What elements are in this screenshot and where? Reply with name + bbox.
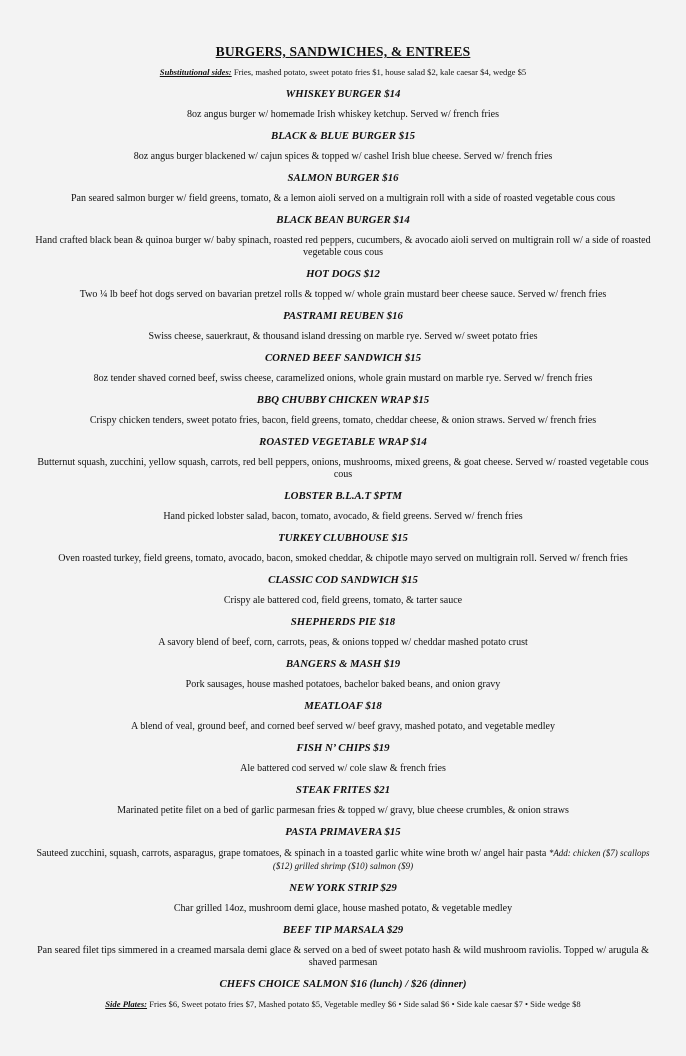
substitutional-sides-label: Substitutional sides: (159, 67, 232, 77)
menu-item (28, 658, 658, 691)
menu-item-name: CLASSIC COD SANDWICH $15 (268, 574, 418, 586)
menu-item-name: STEAK FRITES $21 (295, 784, 391, 796)
menu-item-description: A savory blend of beef, corn, carrots, peas, & onions topped w/ cheddar mashed potato crust (158, 637, 528, 648)
menu-item-name: FISH N’ CHIPS $19 (296, 742, 390, 754)
menu-item (28, 924, 658, 969)
menu-item (28, 490, 658, 523)
menu-item-name: HOT DOGS $12 (306, 268, 380, 280)
menu-item-description: Pan seared salmon burger w/ field greens, tomato, & a lemon aioli served on a multigrain roll with a side of roasted vegetable cous cous (70, 193, 616, 204)
menu-item (28, 88, 658, 121)
menu-item-description-text: Sauteed zucchini, squash, carrots, asparagus, grape tomatoes, & spinach in a toasted garlic white wine broth w/ angel hair pasta (36, 848, 549, 859)
menu-item-name: PASTA PRIMAVERA $15 (285, 826, 401, 838)
menu-item (28, 616, 658, 649)
menu-item-name: ROASTED VEGETABLE WRAP $14 (259, 436, 427, 448)
menu-item-name: LOBSTER B.L.A.T $PTM (284, 490, 402, 502)
menu-item-name: MEATLOAF $18 (304, 700, 382, 712)
menu-item-description: Swiss cheese, sauerkraut, & thousand island dressing on marble rye. Served w/ sweet potato fries (148, 331, 538, 342)
menu-item-name: TURKEY CLUBHOUSE $15 (278, 532, 408, 544)
menu-item-description: Char grilled 14oz, mushroom demi glace, house mashed potato, & vegetable medley (173, 903, 513, 914)
menu-item-description: A blend of veal, ground beef, and corned beef served w/ beef gravy, mashed potato, and vegetable medley (131, 721, 555, 732)
menu-item-add-note: *Add: chicken ($7) scallops ($12) grilled shrimp ($10) salmon ($9) (272, 848, 650, 871)
menu-item-description: Butternut squash, zucchini, yellow squash, carrots, red bell peppers, onions, mushrooms, mixed greens, & goat cheese. Served w/ roasted vegetable cous cous (37, 457, 649, 480)
menu-item-name: BBQ CHUBBY CHICKEN WRAP $15 (256, 394, 430, 406)
menu-item-description: Hand picked lobster salad, bacon, tomato, avocado, & field greens. Served w/ french fries (163, 511, 523, 522)
menu-item-description: 8oz tender shaved corned beef, swiss cheese, caramelized onions, whole grain mustard on marble rye. Served w/ french fries (93, 373, 593, 384)
menu-item-description: 8oz angus burger w/ homemade Irish whiskey ketchup. Served w/ french fries (187, 109, 499, 120)
menu-item-name: CHEFS CHOICE SALMON $16 (lunch) / $26 (dinner) (219, 978, 467, 990)
menu-item-name: BEEF TIP MARSALA $29 (282, 924, 404, 936)
menu-item (28, 130, 658, 163)
side-plates-text: Fries $6, Sweet potato fries $7, Mashed potato $5, Vegetable medley $6 • Side salad $6 • Side kale caesar $7 • Side wedge $8 (147, 999, 581, 1009)
menu-item (28, 172, 658, 205)
menu-item (28, 394, 658, 427)
menu-item-description: Crispy ale battered cod, field greens, tomato, & tarter sauce (223, 595, 463, 606)
menu-item-description: Crispy chicken tenders, sweet potato fries, bacon, field greens, tomato, cheddar cheese, & onion straws. Served w/ french fries (89, 415, 597, 426)
side-plates-label: Side Plates: (105, 999, 148, 1009)
menu-item (28, 532, 658, 565)
menu-item-name: SALMON BURGER $16 (287, 172, 399, 184)
menu-item-name: CORNED BEEF SANDWICH $15 (264, 352, 422, 364)
substitutional-sides-text: Fries, mashed potato, sweet potato fries $1, house salad $2, kale caesar $4, wedge $5 (231, 67, 527, 77)
menu-item-name: WHISKEY BURGER $14 (285, 88, 401, 100)
menu-item (28, 978, 658, 990)
menu-item (28, 352, 658, 385)
substitutional-sides (28, 67, 658, 77)
menu-item-description: Oven roasted turkey, field greens, tomato, avocado, bacon, smoked cheddar, & chipotle mayo served on multigrain roll. Served w/ french fries (58, 553, 628, 564)
menu-item-description: Ale battered cod served w/ cole slaw & french fries (240, 763, 446, 774)
menu-item-name: BLACK & BLUE BURGER $15 (271, 130, 415, 142)
menu-item-description: Pan seared filet tips simmered in a creamed marsala demi glace & served on a bed of sweet potato hash & wild mushroom raviolis. Topped w/ arugula & shaved parmesan (37, 945, 649, 968)
menu-item-description: Marinated petite filet on a bed of garlic parmesan fries & topped w/ gravy, blue cheese crumbles, & onion straws (117, 805, 569, 816)
menu-item (28, 574, 658, 607)
menu-item-description: Two ¼ lb beef hot dogs served on bavarian pretzel rolls & topped w/ whole grain mustard beer cheese sauce. Served w/ french fries (79, 289, 607, 300)
menu-item-description: Pork sausages, house mashed potatoes, bachelor baked beans, and onion gravy (185, 679, 501, 690)
menu-item (28, 882, 658, 915)
menu-item-description (28, 847, 658, 873)
menu-title: BURGERS, SANDWICHES, & ENTREES (215, 44, 471, 59)
menu-item (28, 742, 658, 775)
menu-item (28, 310, 658, 343)
side-plates (28, 999, 658, 1009)
menu-item-name: PASTRAMI REUBEN $16 (283, 310, 403, 322)
menu-item-name: NEW YORK STRIP $29 (289, 882, 397, 894)
menu-item (28, 700, 658, 733)
menu-item-description: Hand crafted black bean & quinoa burger w/ baby spinach, roasted red peppers, cucumbers, & avocado aioli served on multigrain roll w/ a side of roasted vegetable cous cous (35, 235, 651, 258)
menu-item (28, 214, 658, 259)
menu-item (28, 826, 658, 873)
menu-item (28, 436, 658, 481)
menu-item-name: BLACK BEAN BURGER $14 (276, 214, 410, 226)
menu-item-name: SHEPHERDS PIE $18 (290, 616, 396, 628)
menu-item-description: 8oz angus burger blackened w/ cajun spices & topped w/ cashel Irish blue cheese. Served w/ french fries (133, 151, 553, 162)
menu-item-name: BANGERS & MASH $19 (285, 658, 401, 670)
menu-item (28, 268, 658, 301)
menu-item (28, 784, 658, 817)
